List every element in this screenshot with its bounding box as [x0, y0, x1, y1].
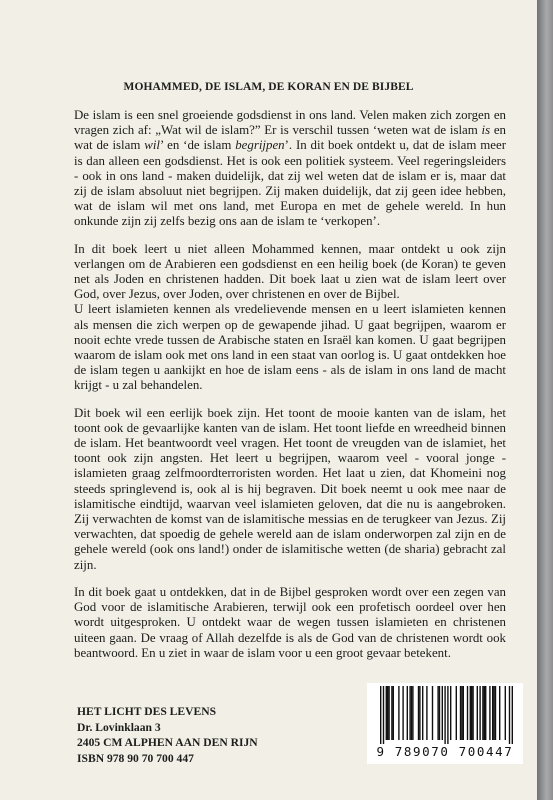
barcode-bar	[460, 686, 461, 740]
barcode-bar	[411, 686, 412, 740]
emphasis-begrijpen: begrijpen	[235, 138, 285, 153]
barcode-bars	[374, 686, 516, 744]
barcode-bar	[463, 686, 464, 740]
blurb-text	[74, 108, 506, 673]
barcode-bar	[388, 686, 389, 740]
barcode-bar	[450, 686, 451, 740]
barcode-bar	[471, 686, 472, 740]
barcode-bar	[489, 686, 490, 740]
paragraph-1-part-d: ’. In dit boek ontdekt u, dat de islam meer is dan alleen een godsdienst. Het is ook een politiek systeem. Veel regeringsleiders - ook in ons land - maken duidelijk, dat zij wel weten dat de islam er is, maar dat zij de islam absoluut niet begrijpen. Zij maken duidelijk, dat zij geen idee hebben, wat de islam wil met ons land, met Europa en met de gehele wereld. In hun onkunde zijn zij zelfs bezig ons aan de islam te ‘verkopen’.	[74, 138, 506, 229]
barcode-bar	[412, 686, 413, 740]
barcode-bar	[383, 686, 384, 744]
barcode-bar	[393, 686, 394, 740]
barcode-bar	[447, 686, 448, 744]
barcode	[367, 683, 523, 764]
barcode-bar	[499, 686, 500, 740]
barcode-bar	[492, 686, 493, 740]
barcode-bar	[432, 686, 433, 740]
barcode-bar	[409, 686, 410, 740]
barcode-bar	[509, 686, 510, 744]
barcode-bar	[402, 686, 403, 740]
page-edge	[537, 0, 553, 800]
publisher-street: Dr. Lovinklaan 3	[77, 720, 161, 734]
publisher-city: 2405 CM ALPHEN AAN DEN RIJN	[77, 736, 258, 750]
barcode-bar	[422, 686, 423, 740]
emphasis-wil: wil	[144, 138, 160, 153]
emphasis-is: is	[481, 123, 491, 138]
barcode-bar	[505, 686, 506, 740]
paragraph-1-part-a: De islam is een snel groeiende godsdienst in ons land. Velen maken zich zorgen en vragen zich af: „Wat wil de islam?” Er is verschil tussen ‘weten wat de islam	[74, 108, 506, 138]
barcode-bar	[456, 686, 457, 740]
barcode-bar	[482, 686, 483, 740]
barcode-bar	[387, 686, 388, 740]
paragraph-3: U leert islamieten kennen als vredelievende mensen en u leert islamieten kennen als mensen die zich werpen op de gewapende jihad. U gaat begrijpen, waarom er nooit echte vrede tussen de Arabische staten en Israël kan komen. U gaat begrijpen waarom de islam ook met ons land in een staat van oorlog is. U gaat ontdekken hoe de islam tegen u aankijkt en hoe de islam eens - als de islam in ons land de macht krijgt - u zal behandelen.	[74, 302, 506, 393]
barcode-bar	[407, 686, 408, 740]
paragraph-5: In dit boek gaat u ontdekken, dat in de Bijbel gesproken wordt over een zegen van God voor de islamitische Arabieren, terwijl ook een profetisch oordeel over hen wordt uitgesproken. U ontdekt waar de wegen tussen islamieten en christenen uiteen gaan. De vraag of Allah dezelfde is als de God van de christenen wordt ook beantwoord. En u ziet in waar de islam voor u een groot gevaar betekent.	[74, 584, 506, 660]
barcode-digits: 9 789070 700447	[376, 744, 514, 759]
barcode-bar	[512, 686, 513, 744]
paragraph-1-part-b: en wat de islam	[74, 123, 506, 153]
isbn-text: ISBN 978 90 70 700 447	[77, 751, 194, 765]
barcode-bar	[484, 686, 485, 740]
barcode-bar	[479, 686, 480, 740]
book-title: MOHAMMED, DE ISLAM, DE KORAN EN DE BIJBEL	[123, 81, 414, 93]
barcode-bar	[467, 686, 468, 740]
publisher-block	[77, 704, 258, 766]
paragraph-4: Dit boek wil een eerlijk boek zijn. Het toont de mooie kanten van de islam, het toont ook de gevaarlijke kanten van de islam. Het toont liefde en wreedheid binnen de islam. Het beantwoordt veel vragen. Het toont de vreugden van de islamiet, het toont ook zijn angsten. Het leert u begrijpen, waarom veel - vooral jonge - islamieten graag zelfmoordterroristen worden. Het laat u zien, dat Khomeini nog steeds springlevend is, ook al is hij begraven. Dit boek neemt u ook mee naar de islamitische eindtijd, waarvan veel islamieten geloven, dat die nu is aangebroken. Zij verwachten de komst van de islamitische messias en de terugkeer van Jezus. Zij verwachten, dat spoedig de gehele wereld aan de islam onderworpen zal zijn en de gehele wereld (ook ons land!) onder de islamitische wetten (de sharia) gebracht zal zijn.	[74, 405, 506, 572]
barcode-bar	[485, 686, 486, 740]
paragraph-1-part-c: ’ en ‘de islam	[159, 138, 236, 153]
barcode-bar	[398, 686, 399, 740]
barcode-bar	[472, 686, 473, 740]
barcode-bar	[442, 686, 443, 740]
barcode-bar	[470, 686, 471, 740]
barcode-bar	[418, 686, 419, 740]
barcode-bar	[477, 686, 478, 740]
barcode-bar	[386, 686, 387, 740]
paragraph-2: In dit boek leert u niet alleen Mohammed kennen, maar ontdekt u ook zijn verlangen om de Arabieren een godsdienst en een heilig boek (de Koran) te geven net als Joden en christenen hadden. Dit boek laat u zien wat de islam leert over God, over Jezus, over Joden, over christenen en over de Bijbel.	[74, 241, 506, 302]
barcode-bar	[444, 686, 445, 744]
barcode-bar	[461, 686, 462, 740]
publisher-name: HET LICHT DES LEVENS	[77, 705, 217, 718]
barcode-bar	[437, 686, 438, 740]
paragraph-1	[74, 108, 506, 230]
barcode-bar	[380, 686, 381, 744]
barcode-bar	[493, 686, 494, 740]
barcode-bar	[419, 686, 420, 740]
barcode-bar	[426, 686, 427, 740]
barcode-bar	[439, 686, 440, 740]
barcode-bar	[495, 686, 496, 740]
barcode-bar	[391, 686, 392, 740]
